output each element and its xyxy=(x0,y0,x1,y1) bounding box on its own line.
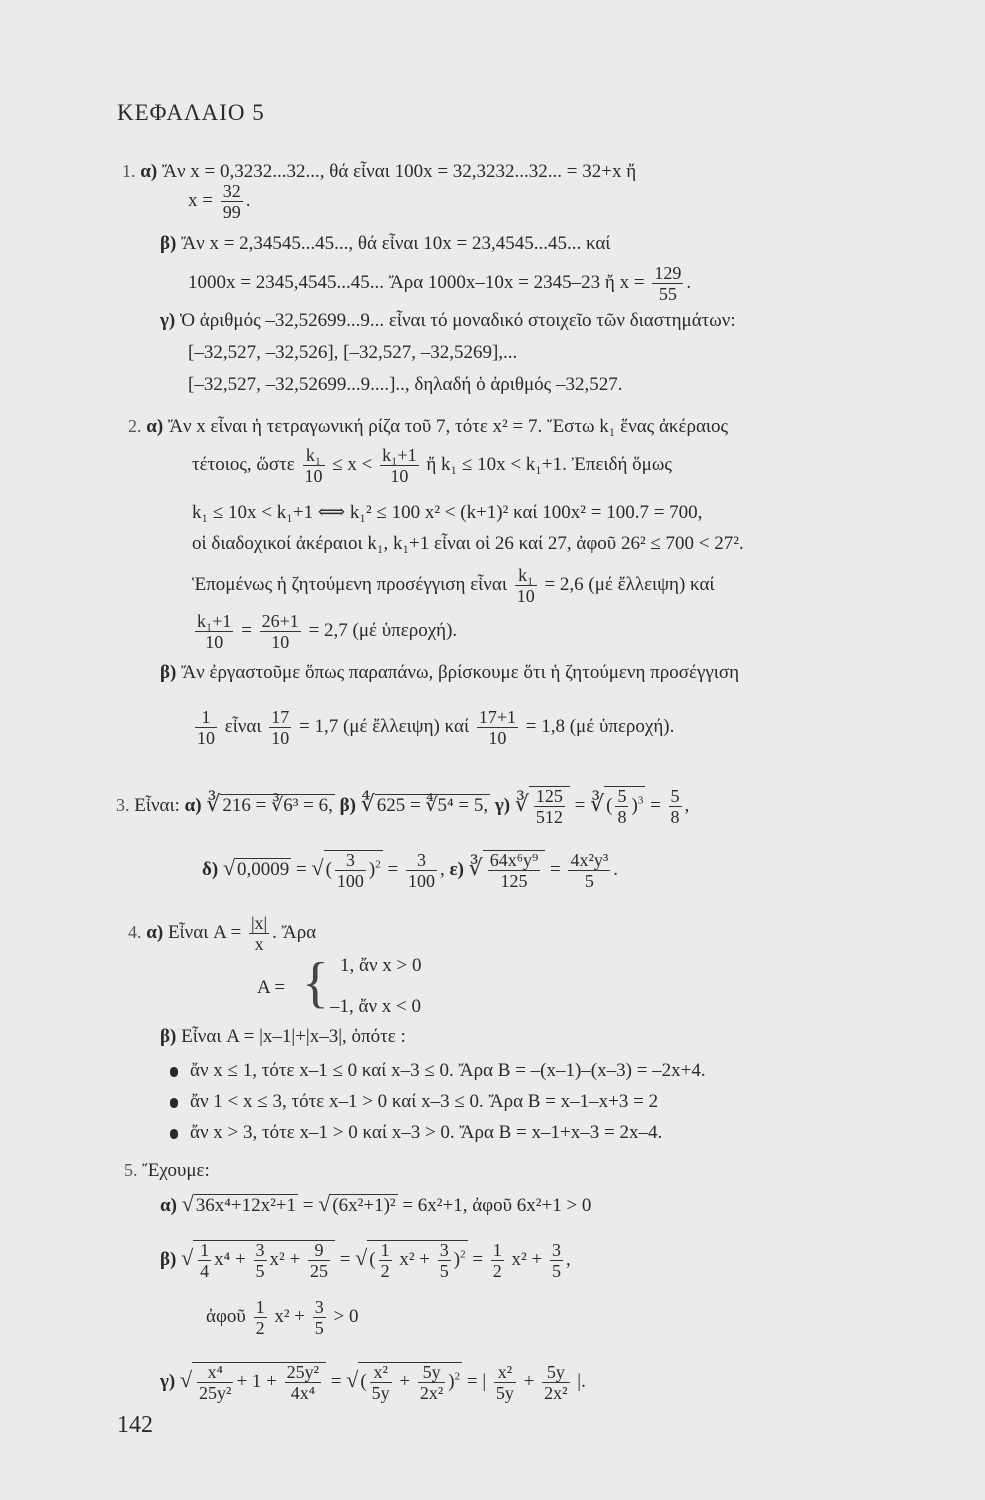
fraction: $\frac{\text{k₁}}{10}$ xyxy=(304,445,323,486)
line: [–32,527, –32,52699...9....].., δηλαδή ὁ ἀριθμός –32,527. xyxy=(188,374,623,395)
text: ἄν 1 < x ≤ 3, τότε x–1 > 0 καί x–3 ≤ 0. Ἄρα B = x–1–x+3 = 2 xyxy=(190,1091,659,1112)
label-b: β) xyxy=(160,662,177,683)
radicand: $\frac{\text{x⁴}}{\text{25y²}}$ + 1 + $\frac{\text{25y²}}{\text{4x⁴}}$ xyxy=(192,1362,326,1402)
text: Εἶναι A = xyxy=(167,921,242,943)
text: ἤ k₁ ≤ 10x < k₁+1. Ἐπειδή ὅμως xyxy=(426,453,672,475)
line: οἱ διαδοχικοί ἀκέραιοι k₁, k₁+1 εἶναι οἱ 26 καί 27, ἀφοῦ 26² ≤ 700 < 27². xyxy=(192,533,744,554)
fraction: $\frac{3}{5}$ xyxy=(314,1297,324,1338)
line: 1000x = 2345,4545...45... Ἄρα 1000x–10x = 2345–23 ἤ x = $\frac{129}{55}$ . xyxy=(188,263,692,304)
text: = 6x²+1, ἀφοῦ 6x²+1 > 0 xyxy=(402,1195,592,1216)
text: Ἄν x = 2,34545...45..., θά εἶναι 10x = 23,4545...45... καί xyxy=(181,233,611,254)
fraction: $\frac{26+1}{10}$ xyxy=(261,611,299,652)
item-4b xyxy=(160,1026,406,1048)
text: . Ἄρα xyxy=(272,921,317,943)
text: ἄν x > 3, τότε x–1 > 0 καί x–3 > 0. Ἄρα B = x–1+x–3 = 2x–4. xyxy=(190,1122,663,1143)
fraction: $\frac{17+1}{10}$ xyxy=(478,707,516,748)
radicand: 625 = ∜5⁴ = 5, xyxy=(376,794,489,816)
fraction: $\frac{3}{100}$ xyxy=(407,850,435,891)
text: 1000x = 2345,4545...45... Ἄρα 1000x–10x = 2345–23 ἤ x = xyxy=(188,271,645,293)
text: = xyxy=(302,1195,314,1216)
text: Ἄν ἐργαστοῦμε ὅπως παραπάνω, βρίσκουμε ὅτι ἡ ζητούμενη προσέγγιση xyxy=(181,662,740,683)
item-number: 5. xyxy=(124,1160,138,1180)
fraction: $\frac{17}{10}$ xyxy=(271,707,290,748)
item-2b xyxy=(160,662,739,684)
item-number: 1. xyxy=(122,161,136,181)
line: [–32,527, –32,526], [–32,527, –32,5269],... xyxy=(188,342,518,363)
label-c: γ) xyxy=(160,1370,176,1392)
text: εἶναι xyxy=(224,715,262,737)
item-5c: γ) √ $\frac{\text{x⁴}}{\text{25y²}}$ + 1 + $\frac{\text{25y²}}{\text{4x⁴}}$ = √ ( $\frac{\text{x²}}{5y}$ + $\frac{5y}{\text{2x²}}$ )$^2$ = | $\frac{\text{x²}}{5y}$ + $\frac{5y}{\text{2x²}}$ |. xyxy=(160,1362,586,1403)
label-c: γ) xyxy=(494,794,511,816)
fraction: $\frac{1}{10}$ xyxy=(197,707,215,748)
text: Ἄν x εἶναι ἡ τετραγωνική ρίζα τοῦ 7, τότε x² = 7. Ἔστω k₁ ἕνας ἀκέραιος xyxy=(167,416,729,437)
line xyxy=(192,566,715,605)
item-number: 3. xyxy=(116,794,130,815)
text: Ἔχουμε: xyxy=(142,1160,210,1181)
radicand: $\frac{1}{4}$ x⁴ + $\frac{3}{5}$ x² + $\frac{9}{25}$ xyxy=(193,1240,335,1280)
fraction: $\frac{129}{55}$ xyxy=(654,263,682,304)
text: Εἶναι A = |x–1|+|x–3|, ὁπότε : xyxy=(181,1026,406,1047)
item-number: 2. xyxy=(128,416,142,436)
radicand: (6x²+1)² xyxy=(332,1195,396,1216)
fraction: $\frac{5y}{\text{2x²}}$ xyxy=(544,1362,568,1403)
label-a: α) xyxy=(160,1195,177,1216)
line xyxy=(192,446,672,485)
item-3: 3. Εἶναι: α) ∛ 216 = ∛6³ = 6, β) ∜ 625 = ∜5⁴ = 5, γ) ∛ $\frac{125}{512}$ = ∛ ( $\frac{5}{8}$ )$^3$ = $\frac{5}{8}$ , xyxy=(116,786,690,827)
text: τέτοιος, ὥστε xyxy=(192,453,295,475)
fraction: $\frac{\text{k₁}}{10}$ xyxy=(516,565,535,606)
item-1 xyxy=(122,160,636,183)
label-a: α) xyxy=(146,921,164,943)
text: > 0 xyxy=(333,1305,359,1327)
line: x = $\frac{32}{99}$ . xyxy=(188,181,251,222)
fraction: $\frac{|x|}{x}$ xyxy=(250,913,268,954)
text: Ὁ ἀριθμός –32,52699...9... εἶναι τό μοναδικό στοιχεῖο τῶν διαστημάτων: xyxy=(179,310,736,331)
condition: ἀφοῦ $\frac{1}{2}$ x² + $\frac{3}{5}$ > 0 xyxy=(206,1297,359,1338)
item-1b xyxy=(160,233,610,255)
text: ἀφοῦ xyxy=(206,1305,246,1327)
fraction: $\frac{\text{4x²y³}}{5}$ xyxy=(570,850,609,891)
label-b: β) xyxy=(160,1248,177,1270)
brace-icon: { xyxy=(302,952,329,1014)
fraction: $\frac{\text{k₁+1}}{10}$ xyxy=(382,445,417,486)
item-1c xyxy=(160,310,736,332)
label-a: α) xyxy=(184,794,202,816)
case: 1, ἄν x > 0 xyxy=(340,955,422,976)
text: x = xyxy=(188,189,213,211)
line xyxy=(192,708,674,747)
item-3d: δ) √ 0,0009 = √ ( $\frac{3}{100}$ )$^2$ = $\frac{3}{100}$ , ε) ∛ $\frac{\text{64x⁶y⁹}}{125}$ = $\frac{\text{4x²y³}}{5}$ . xyxy=(202,850,619,891)
fraction: $\frac{\text{x²}}{5y}$ xyxy=(495,1362,514,1403)
case-row xyxy=(170,1060,706,1082)
case-row xyxy=(170,1091,658,1113)
text: Εἶναι: xyxy=(134,794,180,816)
fraction: $\frac{1}{2}$ xyxy=(492,1240,502,1281)
piecewise-A: A = xyxy=(257,977,286,998)
text: = 2,6 (μέ ἔλλειψη) καί xyxy=(544,573,715,595)
item-5 xyxy=(124,1159,210,1182)
fraction: $\frac{\text{k₁+1}}{10}$ xyxy=(197,611,232,652)
text: = 1,8 (μέ ὑπεροχή). xyxy=(525,715,675,737)
text: ἄν x ≤ 1, τότε x–1 ≤ 0 καί x–3 ≤ 0. Ἄρα B = –(x–1)–(x–3) = –2x+4. xyxy=(190,1060,706,1081)
radicand: ( $\frac{1}{2}$ x² + $\frac{3}{5}$ )$^2$ xyxy=(369,1240,466,1281)
item-5b: β) √ $\frac{1}{4}$ x⁴ + $\frac{3}{5}$ x² + $\frac{9}{25}$ = √ ( $\frac{1}{2}$ x² + $\frac{3}{5}$ )$^2$ = $\frac{1}{2}$ x² + $\frac{3}{5}$ , xyxy=(160,1240,571,1281)
item-number: 4. xyxy=(128,921,142,942)
item-2 xyxy=(128,415,728,438)
radicand: ( $\frac{5}{8}$ )$^3$ xyxy=(606,786,644,827)
radicand: $\frac{\text{64x⁶y⁹}}{125}$ xyxy=(483,850,546,890)
label-d: δ) xyxy=(202,858,219,880)
label-b: β) xyxy=(160,1026,177,1047)
chapter-heading: ΚΕΦΑΛΑΙΟ 5 xyxy=(117,100,265,125)
fraction: $\frac{5}{8}$ xyxy=(670,786,680,827)
page-number: 142 xyxy=(117,1412,153,1438)
radicand: 36x⁴+12x²+1 xyxy=(195,1195,297,1216)
label-b: β) xyxy=(160,233,177,254)
bullet-icon xyxy=(170,1129,178,1139)
text: Ἑπομένως ἡ ζητούμενη προσέγγιση εἶναι xyxy=(192,573,507,595)
line: $\frac{\text{k₁+1}}{10}$ = $\frac{26+1}{10}$ = 2,7 (μέ ὑπεροχή). xyxy=(197,611,458,652)
label-c: γ) xyxy=(160,310,176,331)
line: k₁ ≤ 10x < k₁+1 ⟺ k₁² ≤ 100 x² < (k+1)² καί 100x² = 100.7 = 700, xyxy=(192,502,703,523)
item-5a: α) √ 36x⁴+12x²+1 = √ (6x²+1)² = 6x²+1, ἀφοῦ 6x²+1 > 0 xyxy=(160,1191,592,1216)
case: –1, ἄν x < 0 xyxy=(330,996,422,1017)
label-b: β) xyxy=(339,794,356,816)
fraction: $\frac{32}{99}$ xyxy=(222,181,241,222)
label-e: ε) xyxy=(449,858,464,880)
radicand: 0,0009 xyxy=(237,858,290,880)
radicand: ( $\frac{\text{x²}}{5y}$ + $\frac{5y}{\text{2x²}}$ )$^2$ xyxy=(360,1362,461,1403)
text: = 2,7 (μέ ὑπεροχή). xyxy=(308,619,458,641)
fraction: $\frac{1}{2}$ xyxy=(255,1297,265,1338)
label-a: α) xyxy=(146,416,164,437)
text: Ἄν x = 0,3232...32..., θά εἶναι 100x = 32,3232...32... = 32+x ἤ xyxy=(161,161,637,182)
radicand: $\frac{125}{512}$ xyxy=(529,786,570,826)
radicand: 216 = ∛6³ = 6, xyxy=(222,794,333,816)
bullet-icon xyxy=(170,1067,178,1077)
item-4 xyxy=(128,914,316,953)
radicand: ( $\frac{3}{100}$ )$^2$ xyxy=(325,850,381,891)
text: ≤ x < xyxy=(332,453,373,475)
case-row xyxy=(170,1122,662,1144)
fraction: $\frac{3}{5}$ xyxy=(551,1240,561,1281)
bullet-icon xyxy=(170,1098,178,1108)
label-a: α) xyxy=(140,161,158,182)
text: = 1,7 (μέ ἔλλειψη) καί xyxy=(299,715,470,737)
